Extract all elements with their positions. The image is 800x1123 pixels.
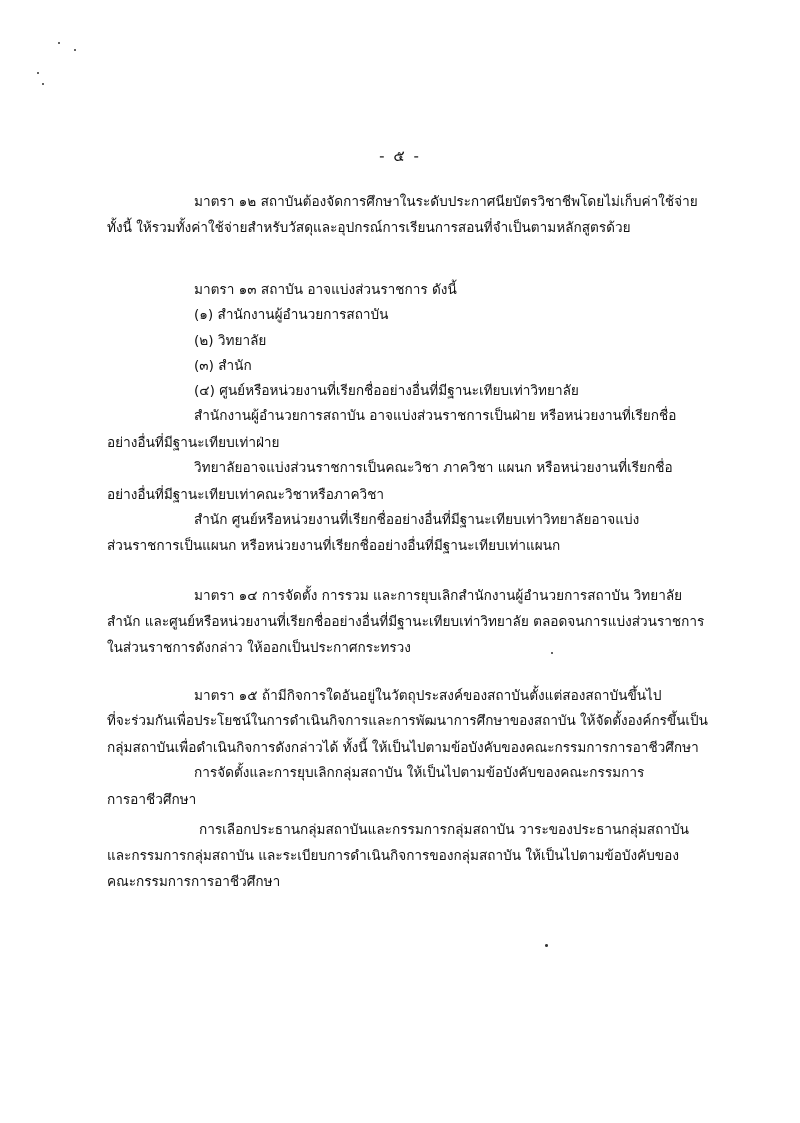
section-15-para-1-line-1: การจัดตั้งและการยุบเลิกกลุ่มสถาบัน ให้เป็นไปตามข้อบังคับของคณะกรรมการ — [194, 765, 645, 781]
page-number: - ๕ - — [379, 147, 421, 165]
section-15-line-1: มาตรา ๑๕ ถ้ามีกิจการใดอันอยู่ในวัตถุประสงค์ของสถาบันตั้งแต่สองสถาบันขึ้นไป — [194, 688, 662, 704]
scan-speck — [551, 652, 553, 654]
scan-speck — [545, 944, 548, 947]
section-13-item-3: (๓) สำนัก — [194, 358, 252, 374]
section-15-para-2-line-1: การเลือกประธานกลุ่มสถาบันและกรรมการกลุ่มสถาบัน วาระของประธานกลุ่มสถาบัน — [199, 822, 689, 838]
section-13-item-2: (๒) วิทยาลัย — [194, 333, 267, 349]
section-15-line-3: กลุ่มสถาบันเพื่อดำเนินกิจการดังกล่าวได้ ทั้งนี้ ให้เป็นไปตามข้อบังคับของคณะกรรมการการอาชีวศึกษา — [107, 740, 699, 756]
section-15-para-2-line-3: คณะกรรมการการอาชีวศึกษา — [107, 874, 281, 890]
section-13-para-3-line-1: สำนัก ศูนย์หรือหน่วยงานที่เรียกชื่ออย่างอื่นที่มีฐานะเทียบเท่าวิทยาลัยอาจแบ่ง — [194, 512, 640, 528]
section-13-para-1-line-2: อย่างอื่นที่มีฐานะเทียบเท่าฝ่าย — [107, 435, 280, 451]
scan-speck — [37, 72, 39, 74]
section-14-line-3: ในส่วนราชการดังกล่าว ให้ออกเป็นประกาศกระทรวง — [107, 640, 411, 656]
section-13-para-2-line-2: อย่างอื่นที่มีฐานะเทียบเท่าคณะวิชาหรือภาควิชา — [107, 487, 385, 503]
section-14-line-1: มาตรา ๑๔ การจัดตั้ง การรวม และการยุบเลิกสำนักงานผู้อำนวยการสถาบัน วิทยาลัย — [194, 588, 683, 604]
section-12-line-2: ทั้งนี้ ให้รวมทั้งค่าใช้จ่ายสำหรับวัสดุและอุปกรณ์การเรียนการสอนที่จำเป็นตามหลักสูตรด้วย — [107, 220, 631, 236]
section-15-para-1-line-2: การอาชีวศึกษา — [107, 792, 197, 808]
scan-speck — [74, 49, 76, 51]
scan-speck — [58, 42, 60, 44]
scan-speck — [42, 83, 44, 85]
section-13-item-4: (๔) ศูนย์หรือหน่วยงานที่เรียกชื่ออย่างอื่นที่มีฐานะเทียบเท่าวิทยาลัย — [194, 383, 579, 399]
section-15-para-2-line-2: และกรรมการกลุ่มสถาบัน และระเบียบการดำเนินกิจการของกลุ่มสถาบัน ให้เป็นไปตามข้อบังคับของ — [107, 848, 679, 864]
section-15-line-2: ที่จะร่วมกันเพื่อประโยชน์ในการดำเนินกิจการและการพัฒนาการศึกษาของสถาบัน ให้จัดตั้งองค์กรขึ้นเป็น — [107, 713, 708, 729]
section-14-line-2: สำนัก และศูนย์หรือหน่วยงานที่เรียกชื่ออย่างอื่นที่มีฐานะเทียบเท่าวิทยาลัย ตลอดจนการแบ่งส่วนราชการ — [107, 614, 705, 630]
section-13-intro: มาตรา ๑๓ สถาบัน อาจแบ่งส่วนราชการ ดังนี้ — [194, 282, 457, 298]
section-12-line-1: มาตรา ๑๒ สถาบันต้องจัดการศึกษาในระดับประกาศนียบัตรวิชาชีพโดยไม่เก็บค่าใช้จ่าย — [194, 194, 698, 210]
section-13-item-1: (๑) สำนักงานผู้อำนวยการสถาบัน — [194, 307, 389, 323]
section-13-para-1-line-1: สำนักงานผู้อำนวยการสถาบัน อาจแบ่งส่วนราชการเป็นฝ่าย หรือหน่วยงานที่เรียกชื่อ — [194, 408, 677, 424]
section-13-para-3-line-2: ส่วนราชการเป็นแผนก หรือหน่วยงานที่เรียกชื่ออย่างอื่นที่มีฐานะเทียบเท่าแผนก — [107, 538, 561, 554]
section-13-para-2-line-1: วิทยาลัยอาจแบ่งส่วนราชการเป็นคณะวิชา ภาควิชา แผนก หรือหน่วยงานที่เรียกชื่อ — [194, 460, 673, 476]
